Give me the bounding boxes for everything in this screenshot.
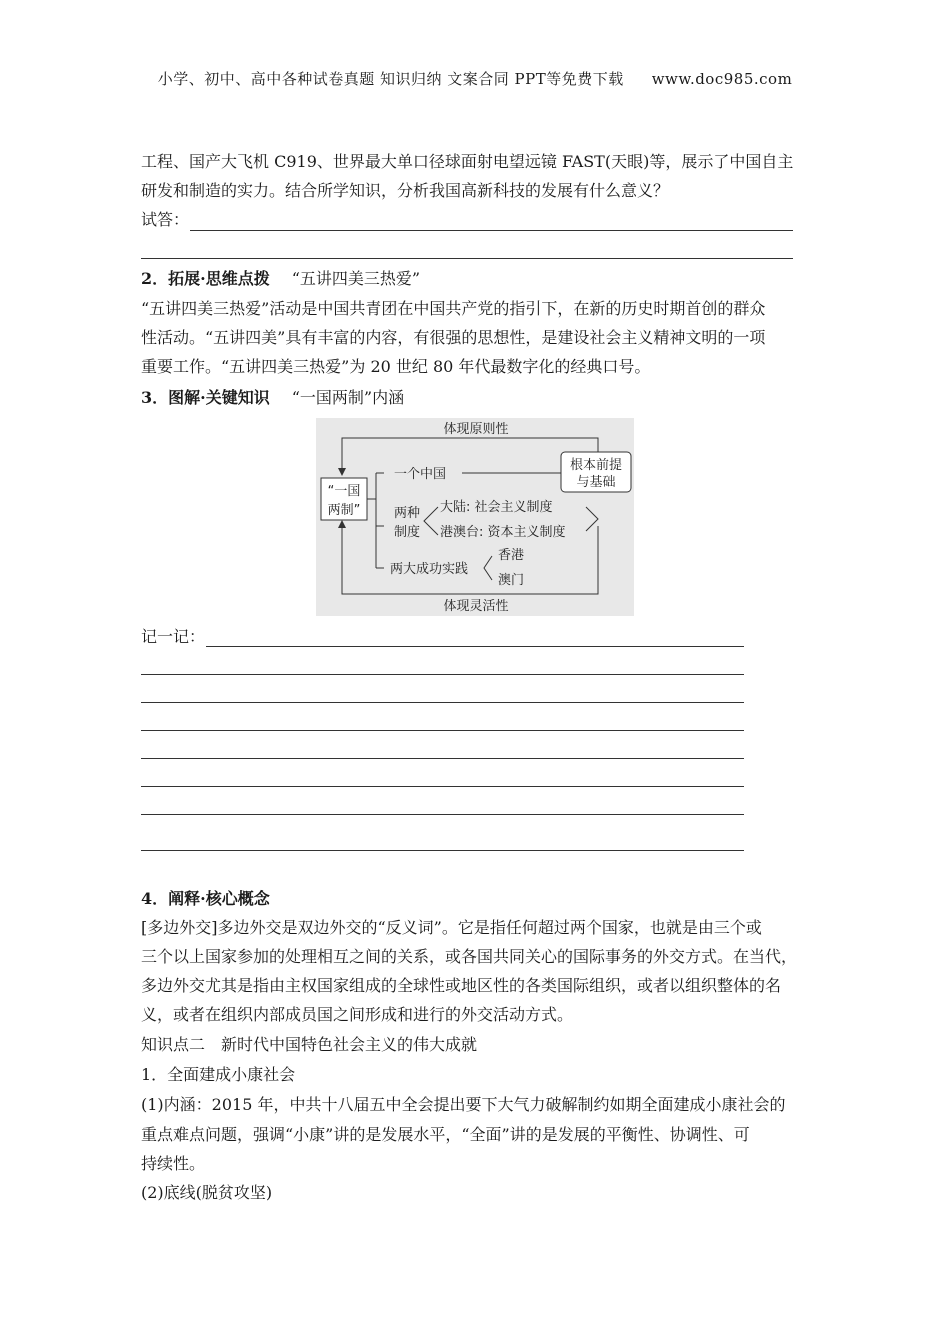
section4-p4: 义，或者在组织内部成员国之间形成和进行的外交活动方式。 [141, 1005, 574, 1024]
section2-heading [141, 268, 420, 290]
center-line-2: 两制” [327, 503, 361, 518]
bottom-line-item: (2)底线(脱贫攻坚) [141, 1183, 273, 1202]
section4-heading: 4．阐释·核心概念 [141, 889, 270, 908]
knowledge2-title: 知识点二 新时代中国特色社会主义的伟大成就 [141, 1035, 478, 1054]
one-country-two-systems-diagram [316, 418, 634, 616]
center-line-1: “一国 [327, 484, 361, 499]
connotation-line-3: 持续性。 [141, 1154, 206, 1173]
note-line[interactable] [141, 850, 744, 851]
foundation-line-1: 根本前提 [569, 458, 623, 473]
bottom-arrow-icon [338, 520, 346, 528]
answer-label: 试答： [141, 210, 190, 229]
answer-line[interactable] [190, 230, 793, 231]
top-arrow-icon [338, 468, 346, 476]
systems-brace-left [424, 507, 438, 535]
one-china-label: 一个中国 [394, 467, 447, 482]
section4-p1: [多边外交]多边外交是双边外交的“反义词”。它是指任何超过两个国家，也就是由三个或 [141, 918, 762, 937]
section2-p2: 性活动。“五讲四美”具有丰富的内容，有很强的思想性，是建设社会主义精神文明的一项 [141, 328, 766, 347]
note-line[interactable] [206, 646, 744, 647]
section3-title: 3．图解·关键知识 [141, 388, 270, 407]
section2-topic: “五讲四美三热爱” [291, 269, 421, 288]
page-header [0, 68, 950, 89]
practice-label: 两大成功实践 [390, 562, 469, 577]
header-site: www.doc985.com [651, 70, 793, 88]
mainland-label: 大陆: 社会主义制度 [440, 500, 553, 515]
bottom-label: 体现灵活性 [443, 599, 509, 614]
note-line[interactable] [141, 674, 744, 675]
note-line[interactable] [141, 702, 744, 703]
hongkong-label: 香港 [498, 548, 525, 563]
foundation-line-2: 与基础 [576, 475, 616, 490]
practice-brace [484, 556, 492, 580]
top-label: 体现原则性 [443, 422, 509, 437]
note-line[interactable] [141, 730, 744, 731]
section4-p3: 多边外交尤其是指由主权国家组成的全球性或地区性的各类国际组织，或者以组织整体的名 [141, 976, 782, 995]
two-systems-line-1: 两种 [394, 506, 421, 521]
section2-title: 2．拓展·思维点拨 [141, 269, 270, 288]
note-line[interactable] [141, 786, 744, 787]
intro-line-2: 研发和制造的实力。结合所学知识，分析我国高新科技的发展有什么意义？ [141, 181, 670, 200]
section3-heading [141, 387, 404, 409]
macau-label: 澳门 [498, 573, 525, 588]
section3-topic: “一国两制”内涵 [291, 388, 405, 407]
section2-p3: 重要工作。“五讲四美三热爱”为 20 世纪 80 年代最数字化的经典口号。 [141, 357, 651, 376]
diagram-svg [316, 418, 634, 616]
answer-line[interactable] [141, 258, 793, 259]
section4-p2: 三个以上国家参加的处理相互之间的关系，或各国共同关心的国际事务的外交方式。在当代， [141, 947, 798, 966]
header-text: 小学、初中、高中各种试卷真题 知识归纳 文案合同 PPT等免费下载 [157, 70, 624, 88]
top-loop-line [342, 438, 598, 470]
intro-line-1: 工程、国产大飞机 C919、世界最大单口径球面射电望远镜 FAST(天眼)等，展示了中国自主 [141, 152, 794, 171]
connotation-line-1: (1)内涵：2015 年，中共十八届五中全会提出要下大气力破解制约如期全面建成小康社会的 [141, 1095, 786, 1114]
connotation-line-2: 重点难点问题，强调“小康”讲的是发展水平，“全面”讲的是发展的平衡性、协调性、可 [141, 1125, 750, 1144]
knowledge2-item1: 1．全面建成小康社会 [141, 1065, 296, 1084]
hkmt-label: 港澳台: 资本主义制度 [440, 525, 566, 540]
note-line[interactable] [141, 814, 744, 815]
notes-label: 记一记： [141, 627, 206, 646]
two-systems-line-2: 制度 [394, 525, 421, 540]
note-line[interactable] [141, 758, 744, 759]
section2-p1: “五讲四美三热爱”活动是中国共青团在中国共产党的指引下，在新的历史时期首创的群众 [141, 299, 766, 318]
systems-brace-right [586, 507, 598, 531]
